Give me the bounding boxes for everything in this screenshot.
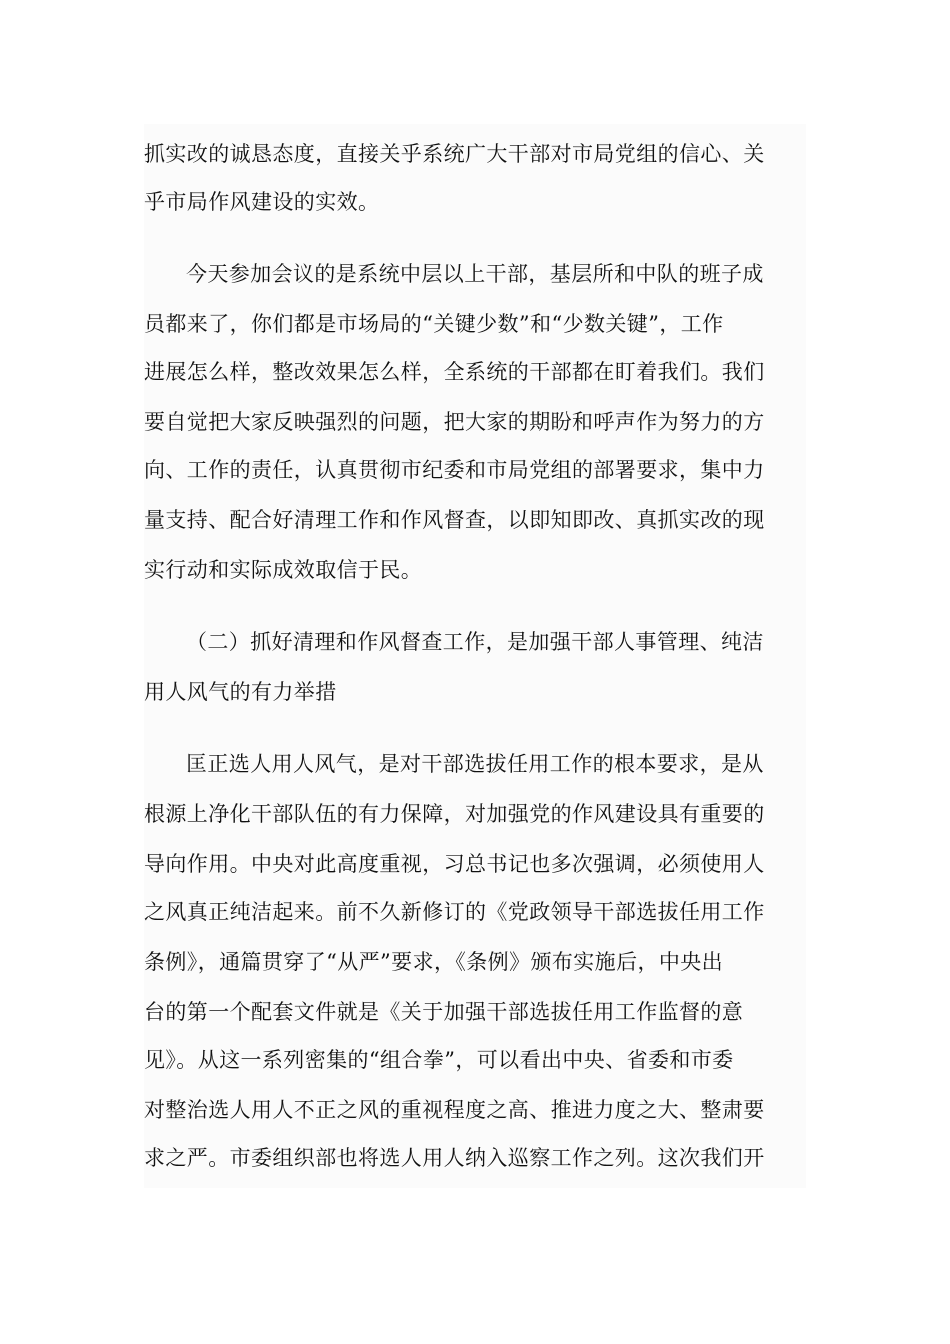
text-line: 量支持、配合好清理工作和作风督查，以即知即改、真抓实改的现 [144,508,765,532]
text-line: 乎市局作风建设的实效。 [144,190,380,214]
text-line: 实行动和实际成效取信于民。 [144,558,423,582]
text-line: 求之严。市委组织部也将选人用人纳入巡察工作之列。这次我们开 [144,1146,765,1170]
text-line: 向、工作的责任，认真贯彻市纪委和市局党组的部署要求，集中力 [144,458,765,482]
text-line: 根源上净化干部队伍的有力保障，对加强党的作风建设具有重要的 [144,802,765,826]
text-line: 员都来了，你们都是市场局的“关键少数”和“少数关键”，工作 [144,312,724,336]
section-heading: （二）抓好清理和作风督查工作，是加强干部人事管理、纯洁 [186,630,764,654]
text-line: 今天参加会议的是系统中层以上干部，基层所和中队的班子成 [186,262,764,286]
text-line: 台的第一个配套文件就是《关于加强干部选拔任用工作监督的意 [144,1000,744,1024]
text-line: 导向作用。中央对此高度重视，习总书记也多次强调，必须使用人 [144,852,765,876]
text-line: 抓实改的诚恳态度，直接关乎系统广大干部对市局党组的信心、关 [144,142,765,166]
text-line: 匡正选人用人风气，是对干部选拔任用工作的根本要求，是从 [186,752,764,776]
text-line: 见》。从这一系列密集的“组合拳”，可以看出中央、省委和市委 [144,1048,734,1072]
text-line: 进展怎么样，整改效果怎么样，全系统的干部都在盯着我们。我们 [144,360,765,384]
text-line: 条例》，通篇贯穿了“从严”要求，《条例》颁布实施后，中央出 [144,950,724,974]
section-heading: 用人风气的有力举措 [144,680,337,704]
text-line: 对整治选人用人不正之风的重视程度之高、推进力度之大、整肃要 [144,1098,765,1122]
text-line: 之风真正纯洁起来。前不久新修订的《党政领导干部选拔任用工作 [144,900,765,924]
document-body [144,124,806,1188]
text-line: 要自觉把大家反映强烈的问题，把大家的期盼和呼声作为努力的方 [144,410,765,434]
